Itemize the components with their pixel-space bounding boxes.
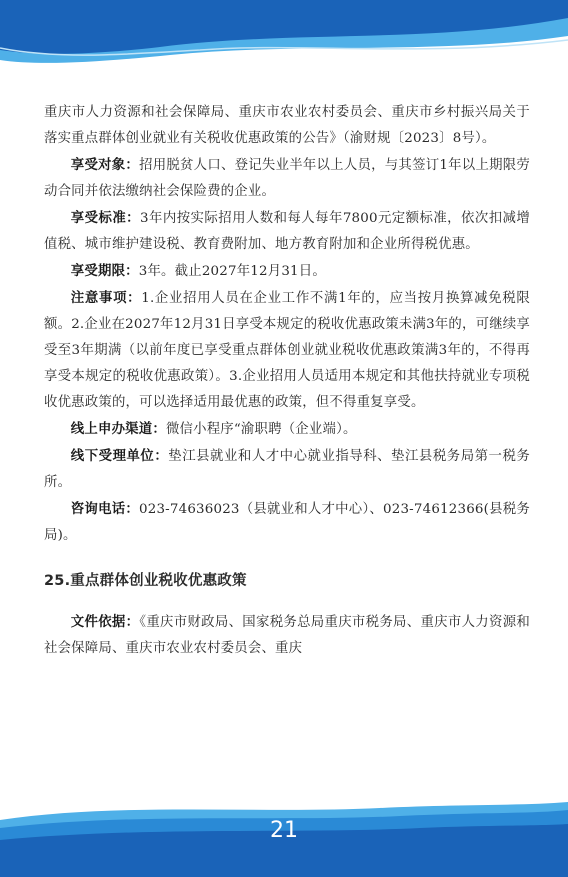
target-text: 招用脱贫人口、登记失业半年以上人员，与其签订1年以上期限劳动合同并依法缴纳社会保险费的企业。	[44, 158, 531, 199]
offline-unit-text: 垫江县就业和人才中心就业指导科、垫江县税务局第一税务所。	[44, 449, 530, 490]
offline-unit-label: 线下受理单位：	[70, 448, 169, 464]
standard-paragraph	[44, 205, 530, 258]
phone-text: 023-74636023（县就业和人才中心）、023-74612366(县税务局)。	[44, 502, 530, 543]
document-body	[44, 100, 530, 662]
offline-unit-paragraph	[44, 443, 530, 496]
intro-paragraph	[44, 100, 530, 152]
target-label: 享受对象：	[70, 157, 140, 173]
section-title: 25.重点群体创业税收优惠政策	[44, 573, 247, 589]
basis-text: 《重庆市财政局、国家税务总局重庆市税务局、重庆市人力资源和社会保障局、重庆市农业农村委员会、重庆	[44, 615, 530, 656]
intro-text: 重庆市人力资源和社会保障局、重庆市农业农村委员会、重庆市乡村振兴局关于落实重点群体创业就业有关税收优惠政策的公告》（渝财规〔2023〕8号）。	[44, 105, 530, 146]
basis-paragraph	[44, 609, 530, 662]
phone-label: 咨询电话：	[70, 501, 139, 517]
online-channel-paragraph	[44, 416, 530, 443]
notes-paragraph	[44, 285, 530, 416]
notes-text: 1.企业招用人员在企业工作不满1年的，应当按月换算减免税限额。2.企业在2027年12月31日享受本规定的税收优惠政策未满3年的，可继续享受至3年期满（以前年度已享受重点群体创业就业税收优惠政策满3年的，不得再享受本规定的税收优惠政策）。3.企业招用人员适用本规定和其他扶持就业专项税收优惠政策的，可以选择适用最优惠的政策，但不得重复享受。	[44, 291, 530, 410]
top-wave-banner	[0, 0, 568, 80]
notes-label: 注意事项：	[70, 290, 142, 306]
standard-label: 享受标准：	[70, 210, 141, 226]
online-channel-label: 线上申办渠道：	[70, 421, 166, 437]
online-channel-text: 微信小程序“渝职聘（企业端）。	[165, 422, 357, 437]
standard-text: 3年内按实际招用人数和每人每年7800元定额标准，依次扣减增值税、城市维护建设税、教育费附加、地方教育附加和企业所得税优惠。	[44, 211, 530, 252]
period-label: 享受期限：	[70, 263, 139, 279]
period-paragraph	[44, 258, 530, 285]
phone-paragraph	[44, 496, 530, 549]
page-number: 21	[270, 818, 298, 843]
target-paragraph	[44, 152, 530, 205]
period-text: 3年。截止2027年12月31日。	[138, 264, 326, 279]
basis-label: 文件依据：	[70, 614, 140, 630]
